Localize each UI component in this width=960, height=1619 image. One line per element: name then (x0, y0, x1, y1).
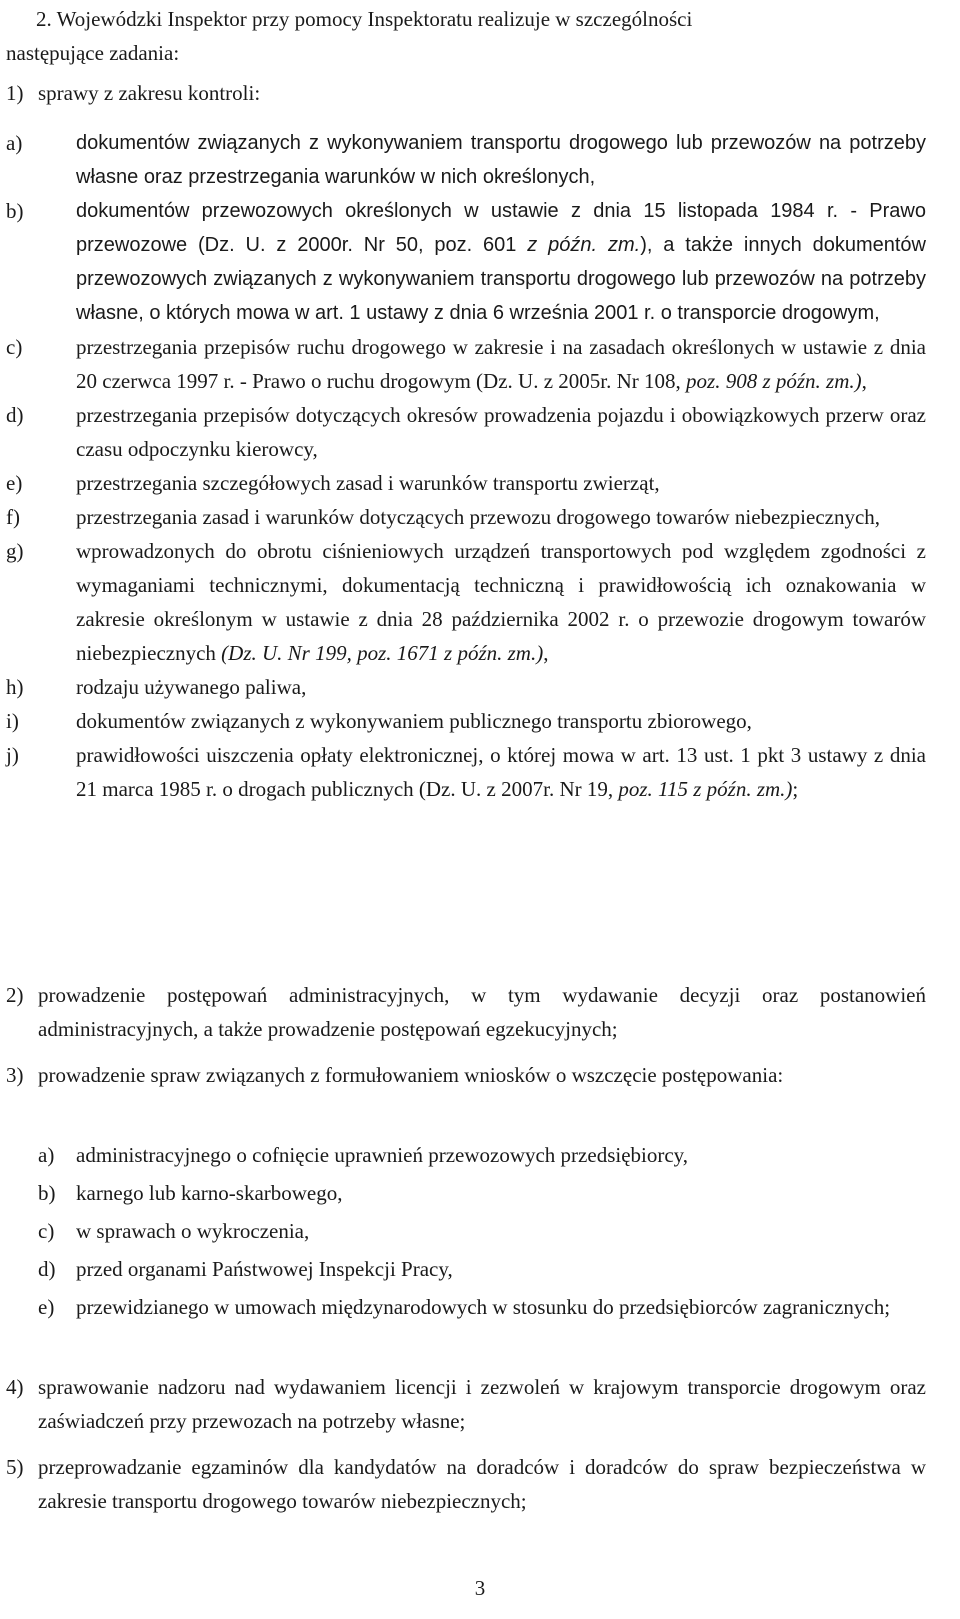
sub-text-part: przestrzegania przepisów ruchu drogowego w zakresie i na zasadach określonych w ustawie z dnia 20 czerwca 1997 r. - Prawo o ruchu drogowym (Dz. U. z 2005r. Nr 108, (76, 335, 926, 393)
sub-item-1j (6, 738, 926, 806)
sub-text (76, 330, 926, 398)
sub-label: h) (6, 675, 24, 699)
sub-text: rodzaju używanego paliwa, (76, 675, 307, 699)
sub-text-part: ), a także innych dokumentów przewozowych związanych z wykonywaniem transportu drogowego lub przewozów na potrzeby własne, o których mowa w art. 1 ustawy z dnia 6 września 2001 r. o transporcie drogowym, (76, 234, 927, 324)
sub-item-3e (6, 1290, 926, 1324)
sub-label: j) (6, 743, 19, 767)
sub-item-1d (6, 398, 926, 466)
sub-text-part: dokumentów przewozowych określonych w ustawie z dnia 15 listopada 1984 r. - Prawo przewozowe (Dz. U. z 2000r. Nr 50, poz. 601 (76, 200, 926, 256)
sub-item-1h (6, 670, 926, 704)
sub-text: przestrzegania przepisów dotyczących okresów prowadzenia pojazdu i obowiązkowych przerw oraz czasu odpoczynku kierowcy, (76, 403, 926, 461)
sub-label: c) (6, 335, 23, 359)
sub-label: a) (6, 131, 23, 155)
sub-item-3b (6, 1176, 926, 1210)
sub-item-3a (6, 1138, 926, 1172)
sub-text: przewidzianego w umowach międzynarodowych w stosunku do przedsiębiorców zagranicznych; (76, 1295, 891, 1319)
sub-text: przestrzegania zasad i warunków dotyczących przewozu drogowego towarów niebezpiecznych, (76, 505, 881, 529)
sub-text-part: wprowadzonych do obrotu ciśnieniowych urządzeń transportowych pod względem zgodności z wymaganiami technicznymi, dokumentacją techniczną i prawidłowością ich oznakowania w zakresie określonym w ustawie z dnia 28 października 2002 r. o przewozie drogowym towarów niebezpiecznych (76, 539, 926, 665)
list-item-text: prowadzenie postępowań administracyjnych, w tym wydawanie decyzji oraz postanowień administracyjnych, a także prowadzenie postępowań egzekucyjnych; (38, 983, 926, 1041)
sub-label: b) (38, 1181, 56, 1205)
sub-label: a) (38, 1143, 55, 1167)
intro-line-2: następujące zadania: (6, 41, 180, 65)
sub-label: f) (6, 505, 20, 529)
citation-italic: (Dz. U. Nr 199, poz. 1671 z późn. zm.) (221, 641, 544, 665)
list-item-text: sprawowanie nadzoru nad wydawaniem licencji i zezwoleń w krajowym transporcie drogowym oraz zaświadczeń przy przewozach na potrzeby własne; (38, 1375, 926, 1433)
sub-label: i) (6, 709, 19, 733)
sub-text: dokumentów związanych z wykonywaniem publicznego transportu zbiorowego, (76, 709, 752, 733)
sub-item-1b (6, 194, 926, 330)
sub-label: c) (38, 1219, 55, 1243)
list-number: 5) (6, 1455, 24, 1479)
sub-label: e) (6, 471, 23, 495)
sub-label: d) (6, 403, 24, 427)
sub-text: administracyjnego o cofnięcie uprawnień przewozowych przedsiębiorcy, (76, 1143, 689, 1167)
list-item-text: przeprowadzanie egzaminów dla kandydatów na doradców i doradców do spraw bezpieczeństwa w zakresie transportu drogowego towarów niebezpiecznych; (38, 1455, 926, 1513)
sub-text: dokumentów związanych z wykonywaniem transportu drogowego lub przewozów na potrzeby własne oraz przestrzegania warunków w nich określonych, (76, 132, 926, 188)
sub-item-1e (6, 466, 926, 500)
page-number: 3 (474, 1576, 486, 1600)
sub-label: d) (38, 1257, 56, 1281)
sub-label: e) (38, 1295, 55, 1319)
sub-text: karnego lub karno-skarbowego, (76, 1181, 343, 1205)
sub-text: przed organami Państwowej Inspekcji Pracy, (76, 1257, 453, 1281)
sub-item-3d (6, 1252, 926, 1286)
list-number: 1) (6, 81, 24, 105)
sub-text: w sprawach o wykroczenia, (76, 1219, 310, 1243)
sub-text-part: , (861, 369, 867, 393)
sub-item-1f (6, 500, 926, 534)
list-item-4 (6, 1370, 926, 1438)
list-item-text: sprawy z zakresu kontroli: (38, 81, 261, 105)
sub-item-3c (6, 1214, 926, 1248)
sub-text-part: prawidłowości uiszczenia opłaty elektronicznej, o której mowa w art. 13 ust. 1 pkt 3 ustawy z dnia 21 marca 1985 r. o drogach publicznych (Dz. U. z 2007r. Nr 19, (76, 743, 926, 801)
sub-text-part: , (543, 641, 549, 665)
sub-item-1a (6, 126, 926, 194)
sub-text-part: ; (792, 777, 799, 801)
sublist-1 (6, 126, 926, 806)
citation-italic: z późn. zm. (516, 234, 641, 256)
sub-text (76, 194, 926, 330)
list-item-5 (6, 1450, 926, 1518)
sub-text (76, 738, 926, 806)
list-number: 2) (6, 983, 24, 1007)
sub-item-1c (6, 330, 926, 398)
list-item-text: prowadzenie spraw związanych z formułowaniem wniosków o wszczęcie postępowania: (38, 1063, 784, 1087)
list-number: 3) (6, 1063, 24, 1087)
list-number: 4) (6, 1375, 24, 1399)
citation-italic: poz. 115 z późn. zm.) (618, 777, 793, 801)
intro-paragraph (6, 2, 926, 70)
sub-item-1g (6, 534, 926, 670)
intro-line-1: 2. Wojewódzki Inspektor przy pomocy Inspektoratu realizuje w szczególności (36, 7, 693, 31)
sub-label: g) (6, 539, 24, 563)
citation-italic: poz. 908 z późn. zm.) (680, 369, 862, 393)
sublist-3 (6, 1138, 926, 1324)
sub-item-1i (6, 704, 926, 738)
sub-text (76, 534, 926, 670)
sub-text: przestrzegania szczegółowych zasad i warunków transportu zwierząt, (76, 471, 660, 495)
list-item-1 (6, 76, 926, 110)
list-item-3 (6, 1058, 926, 1092)
sub-label: b) (6, 199, 24, 223)
list-item-2 (6, 978, 926, 1046)
